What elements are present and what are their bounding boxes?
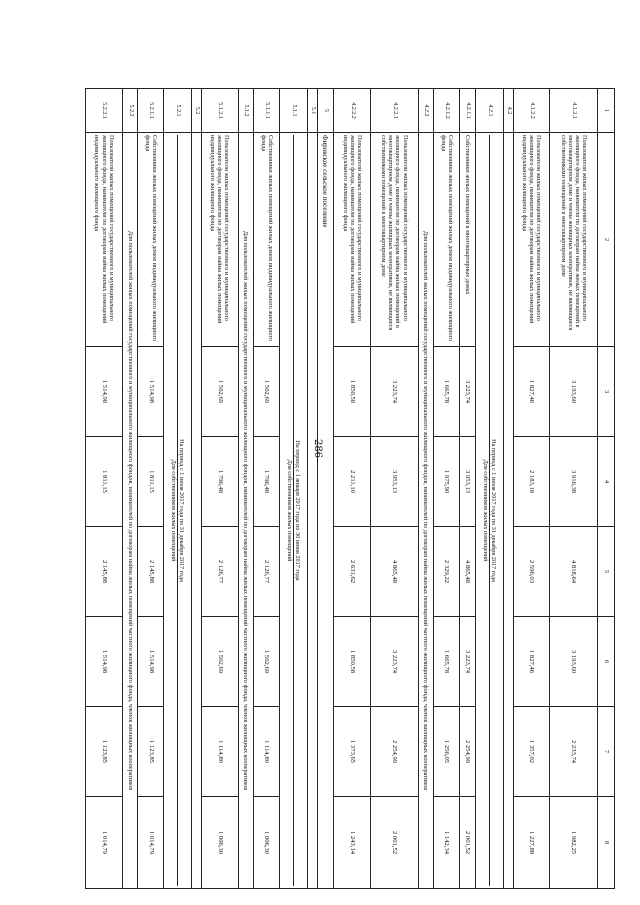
period-title: На период с 1 января 2017 года по 30 июня 2017 года bbox=[293, 440, 301, 581]
table-row bbox=[550, 89, 598, 889]
row-description: Собственники жилых помещений жилых домов индивидуального жилищного фонда bbox=[138, 133, 164, 347]
period-title: На период с 1 июля 2017 года по 31 декабря 2017 года bbox=[489, 439, 497, 582]
table-row bbox=[201, 89, 238, 889]
value-cell: 1 006,30 bbox=[201, 797, 238, 889]
value-cell: 1 982,25 bbox=[550, 797, 598, 889]
section-row bbox=[418, 89, 433, 889]
table-row bbox=[86, 89, 123, 889]
tariff-table bbox=[85, 88, 615, 889]
empty-cell bbox=[503, 133, 513, 889]
row-code: 4.2.1.2 bbox=[433, 89, 459, 133]
table-row bbox=[253, 89, 279, 889]
row-code: 5.2.1 bbox=[164, 89, 192, 133]
row-code: 5.1.2.1 bbox=[201, 89, 238, 133]
value-cell: 1 827,46 bbox=[513, 347, 550, 437]
value-cell: 1 811,15 bbox=[86, 437, 123, 527]
settlement-row bbox=[317, 89, 334, 889]
row-code: 4.1.2.1 bbox=[550, 89, 598, 133]
value-cell: 1 850,58 bbox=[334, 347, 371, 437]
value-cell: 1 227,88 bbox=[513, 797, 550, 889]
value-cell: 1 514,98 bbox=[138, 617, 164, 707]
table-row bbox=[513, 89, 550, 889]
row-code: 4.2 bbox=[503, 89, 513, 133]
value-cell: 2 145,88 bbox=[138, 527, 164, 617]
subsection-row bbox=[191, 89, 201, 889]
value-cell: 1 514,98 bbox=[86, 347, 123, 437]
header-cell: 7 bbox=[598, 707, 615, 797]
value-cell: 2 126,77 bbox=[201, 527, 238, 617]
value-cell: 1 811,15 bbox=[138, 437, 164, 527]
value-cell: 4 818,64 bbox=[550, 527, 598, 617]
section-title: Для пользователей жилых помещений государственного и муниципального жилищного фондов, нанимателей по договорам найма жилых помещений частного жилищного фонда, членов жилищных кооперативов bbox=[122, 133, 137, 889]
period-row bbox=[280, 89, 308, 889]
header-cell: 2 bbox=[598, 133, 615, 347]
value-cell: 2 001,52 bbox=[460, 797, 476, 889]
table-row bbox=[371, 89, 419, 889]
value-cell: 1 514,98 bbox=[138, 347, 164, 437]
value-cell: 1 502,69 bbox=[201, 617, 238, 707]
value-cell: 1 243,14 bbox=[334, 797, 371, 889]
empty-cell bbox=[307, 133, 317, 889]
subsection-row bbox=[307, 89, 317, 889]
table-row bbox=[433, 89, 459, 889]
value-cell: 1 665,78 bbox=[433, 617, 459, 707]
value-cell: 1 256,05 bbox=[433, 707, 459, 797]
value-cell: 1 114,80 bbox=[201, 707, 238, 797]
header-row bbox=[598, 89, 615, 889]
period-row bbox=[476, 89, 504, 889]
value-cell: 2 329,22 bbox=[433, 527, 459, 617]
row-description: Пользователи жилых помещений государственного и муниципального жилищного фонда, наниматели по договорам найма жилых помещений индивидуального жилищного фонда bbox=[86, 133, 123, 347]
header-cell: 6 bbox=[598, 617, 615, 707]
row-code: 5.2.2 bbox=[122, 89, 137, 133]
section-row bbox=[122, 89, 137, 889]
value-cell: 1 123,85 bbox=[86, 707, 123, 797]
value-cell: 2 126,77 bbox=[253, 527, 279, 617]
value-cell: 1 357,02 bbox=[513, 707, 550, 797]
settlement-title: Фировское сельское поселение bbox=[317, 133, 334, 889]
value-cell: 2 145,88 bbox=[86, 527, 123, 617]
header-cell: 1 bbox=[598, 89, 615, 133]
value-cell: 3 193,60 bbox=[550, 617, 598, 707]
value-cell: 1 975,90 bbox=[433, 437, 459, 527]
period-cell bbox=[476, 133, 504, 889]
table-body bbox=[86, 89, 615, 889]
section-title: Для пользователей жилых помещений государственного и муниципального жилищного фондов, нанимателей по договорам найма жилых помещений частного жилищного фонда, членов жилищных кооперативов bbox=[238, 133, 253, 889]
header-cell: 3 bbox=[598, 347, 615, 437]
value-cell: 3 193,60 bbox=[550, 347, 598, 437]
value-cell: 1 373,65 bbox=[334, 707, 371, 797]
value-cell: 2 254,99 bbox=[460, 707, 476, 797]
value-cell: 3 916,38 bbox=[550, 437, 598, 527]
period-row bbox=[164, 89, 192, 889]
row-code: 4.2.1.1 bbox=[460, 89, 476, 133]
period-title: На период с 1 июля 2017 года по 31 декабря 2017 года bbox=[178, 439, 186, 582]
value-cell: 2 211,10 bbox=[334, 437, 371, 527]
row-code: 4.1.2.2 bbox=[513, 89, 550, 133]
section-title: Для пользователей жилых помещений государственного и муниципального жилищного фондов, нанимателей по договорам найма жилых помещений частного жилищного фонда, членов жилищных кооперативов bbox=[418, 133, 433, 889]
row-code: 5.2 bbox=[191, 89, 201, 133]
value-cell: 3 953,13 bbox=[371, 437, 419, 527]
table-row bbox=[460, 89, 476, 889]
row-description: Пользователи жилых помещений государственного и муниципального жилищного фонда, наниматели по договорам найма жилых помещений индивидуального жилищного фонда bbox=[334, 133, 371, 347]
empty-cell bbox=[191, 133, 201, 889]
row-description: Пользователи жилых помещений государственного и муниципального жилищного фонда, нанимателя по договорам найма жилых помещений в многоквартирном доме и члены жилищных кооперативов, не являющиеся собственниками помещений в многоквартирном доме bbox=[550, 133, 598, 347]
value-cell: 2 183,18 bbox=[513, 437, 550, 527]
row-code: 5.1.2 bbox=[238, 89, 253, 133]
value-cell: 2 001,52 bbox=[371, 797, 419, 889]
header-cell: 4 bbox=[598, 437, 615, 527]
page-number: 286 bbox=[312, 438, 324, 459]
value-cell: 2 254,99 bbox=[371, 707, 419, 797]
row-description: Собственники жилых помещений в многоквартирных домах bbox=[460, 133, 476, 347]
period-cell bbox=[164, 133, 192, 889]
row-code: 5.1.1.1 bbox=[253, 89, 279, 133]
row-code: 4.2.2.2 bbox=[334, 89, 371, 133]
value-cell: 3 223,74 bbox=[460, 617, 476, 707]
value-cell: 1 502,69 bbox=[253, 347, 279, 437]
value-cell: 1 502,69 bbox=[253, 617, 279, 707]
value-cell: 1 514,98 bbox=[86, 617, 123, 707]
value-cell: 4 865,48 bbox=[460, 527, 476, 617]
row-description: Собственники жилых помещений жилых домов индивидуального жилищного фонда bbox=[433, 133, 459, 347]
value-cell: 1 796,48 bbox=[253, 437, 279, 527]
table-row bbox=[138, 89, 164, 889]
value-cell: 2 596,03 bbox=[513, 527, 550, 617]
value-cell: 1 114,80 bbox=[253, 707, 279, 797]
value-cell: 1 827,46 bbox=[513, 617, 550, 707]
period-subtitle: Для собственников жилых помещений bbox=[286, 135, 294, 886]
row-code: 5.2.2.1 bbox=[86, 89, 123, 133]
header-cell: 8 bbox=[598, 797, 615, 889]
value-cell: 1 014,79 bbox=[86, 797, 123, 889]
value-cell: 2 631,62 bbox=[334, 527, 371, 617]
value-cell: 1 665,78 bbox=[433, 347, 459, 437]
value-cell: 3 223,74 bbox=[371, 617, 419, 707]
period-subtitle: Для собственников жилых помещений bbox=[170, 135, 178, 886]
value-cell: 3 223,74 bbox=[460, 347, 476, 437]
row-code: 4.2.2 bbox=[418, 89, 433, 133]
table-row bbox=[334, 89, 371, 889]
row-description: Собственники жилых помещений жилых домов индивидуального жилищного фонда bbox=[253, 133, 279, 347]
period-cell bbox=[280, 133, 308, 889]
value-cell: 1 502,69 bbox=[201, 347, 238, 437]
value-cell: 3 223,74 bbox=[371, 347, 419, 437]
row-description: Пользователи жилых помещений государственного и муниципального жилищного фонда, наниматели по договорам найма жилых помещений индивидуального жилищного фонда bbox=[513, 133, 550, 347]
value-cell: 3 953,13 bbox=[460, 437, 476, 527]
row-code: 4.2.1 bbox=[476, 89, 504, 133]
value-cell: 1 006,30 bbox=[253, 797, 279, 889]
row-code: 5.1.1 bbox=[280, 89, 308, 133]
row-description: Пользователи жилых помещений государственного и муниципального жилищного фонда, наниматели по договорам найма жилых помещений в многоквартирном доме и члены жилищных кооперативов, не являющиеся собственниками помещений в многоквартирном доме bbox=[371, 133, 419, 347]
value-cell: 1 123,85 bbox=[138, 707, 164, 797]
row-code: 4.2.2.1 bbox=[371, 89, 419, 133]
row-code: 5 bbox=[317, 89, 334, 133]
rotated-table-container bbox=[85, 88, 615, 888]
value-cell: 1 850,58 bbox=[334, 617, 371, 707]
row-code: 5.1 bbox=[307, 89, 317, 133]
period-subtitle: Для собственников жилых помещений bbox=[482, 135, 490, 886]
value-cell: 1 014,79 bbox=[138, 797, 164, 889]
row-code: 5.2.1.1 bbox=[138, 89, 164, 133]
value-cell: 1 142,34 bbox=[433, 797, 459, 889]
value-cell: 2 233,74 bbox=[550, 707, 598, 797]
value-cell: 4 865,48 bbox=[371, 527, 419, 617]
header-cell: 5 bbox=[598, 527, 615, 617]
section-row bbox=[238, 89, 253, 889]
value-cell: 1 796,48 bbox=[201, 437, 238, 527]
row-description: Пользователи жилых помещений государственного и муниципального жилищного фонда, наниматели по договорам найма жилых помещений индивидуального жилищного фонда bbox=[201, 133, 238, 347]
subsection-row bbox=[503, 89, 513, 889]
